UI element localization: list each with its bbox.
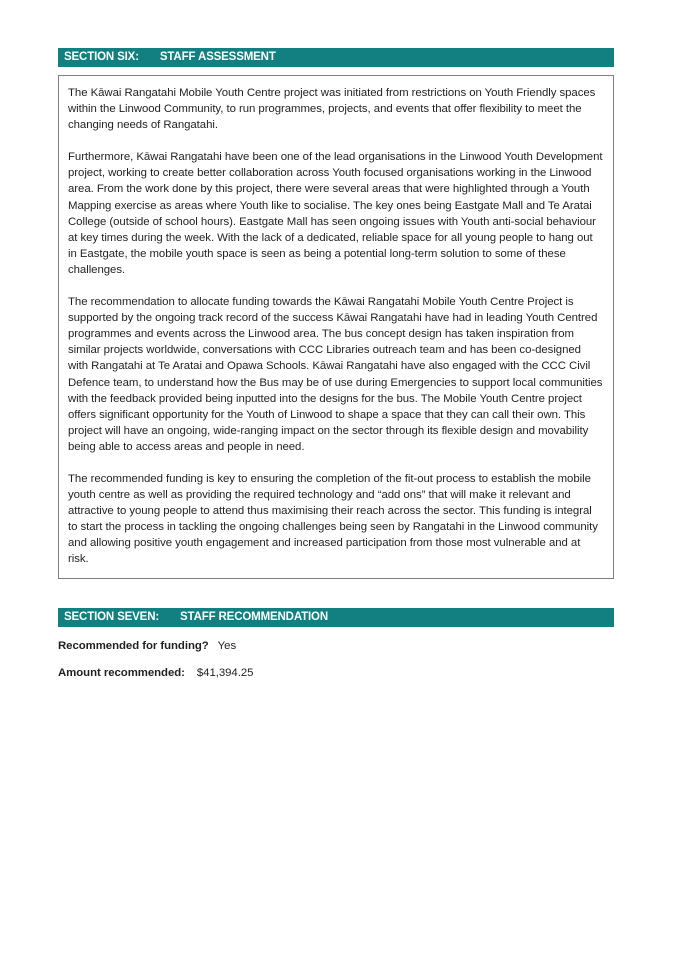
- section-seven-title: STAFF RECOMMENDATION: [180, 610, 329, 623]
- assessment-paragraph: Furthermore, Kāwai Rangatahi have been one of the lead organisations in the Linwood Youth Development project, working to create better collaboration across Youth focused organisations working in the Linwood area. From the work done by this project, there were several areas that were highlighted through a Youth Mapping exercise as areas where Youth like to socialise. The key ones being Eastgate Mall and Te Aratai College (outside of school hours). Eastgate Mall has seen ongoing issues with Youth anti-social behaviour at key times during the week. With the lack of a dedicated, reliable space for all young people to hang out in Eastgate, the mobile youth space is seen as being a potential long-term solution to some of these challenges.: [68, 151, 603, 276]
- assessment-paragraph: The Kāwai Rangatahi Mobile Youth Centre project was initiated from restrictions on Youth Friendly spaces within the Linwood Community, to run programmes, projects, and events that offer flexibility to meet the changing needs of Rangatahi.: [68, 87, 596, 132]
- assessment-paragraph: The recommended funding is key to ensuring the completion of the fit-out process to establish the mobile youth centre as well as providing the required technology and “add ons” that will make it relevant and attractive to young people to attend thus maximising their reach across the sector. This funding is integral to start the process in tackling the ongoing challenges being seen by Rangatahi in the Linwood community and allowing positive youth engagement and increased participation from those most vulnerable and at risk.: [68, 472, 598, 566]
- document-content: [58, 48, 614, 681]
- recommended-for-funding-label: Recommended for funding?: [58, 639, 209, 652]
- assessment-paragraph: The recommendation to allocate funding towards the Kāwai Rangatahi Mobile Youth Centre Project is supported by the ongoing track record of the success Kāwai Rangatahi have had in leading Youth Centred programmes and events across the Linwood area. The bus concept design has taken inspiration from similar projects worldwide, conversations with CCC Libraries outreach team and has been co-designed with Rangatahi at Te Aratai and Opawa Schools. Kāwai Rangatahi have also engaged with the CCC Civil Defence team, to understand how the Bus may be of use during Emergencies to support local communities with the feedback provided being inputted into the designs for the bus. The Mobile Youth Centre project offers significant opportunity for the Youth of Linwood to shape a space that they can call their own. This project will have an ongoing, wide-ranging impact on the sector through its flexible design and movability being able to access areas and people in need.: [68, 296, 603, 453]
- section-six-title: STAFF ASSESSMENT: [159, 51, 276, 63]
- section-six-label: SECTION SIX:: [64, 51, 139, 63]
- amount-recommended-value: $41,394.25: [196, 666, 254, 679]
- section-six-header: [58, 48, 614, 67]
- recommended-for-funding-value: Yes: [217, 639, 237, 652]
- amount-recommended-label: Amount recommended:: [58, 666, 185, 679]
- recommended-for-funding-row: [58, 638, 614, 654]
- recommendation-rows: [58, 638, 614, 681]
- section-seven-header: [58, 608, 614, 627]
- section-seven-block: [58, 608, 614, 681]
- staff-assessment-box: [58, 75, 614, 579]
- section-seven-label: SECTION SEVEN:: [64, 610, 160, 623]
- amount-recommended-row: [58, 665, 614, 681]
